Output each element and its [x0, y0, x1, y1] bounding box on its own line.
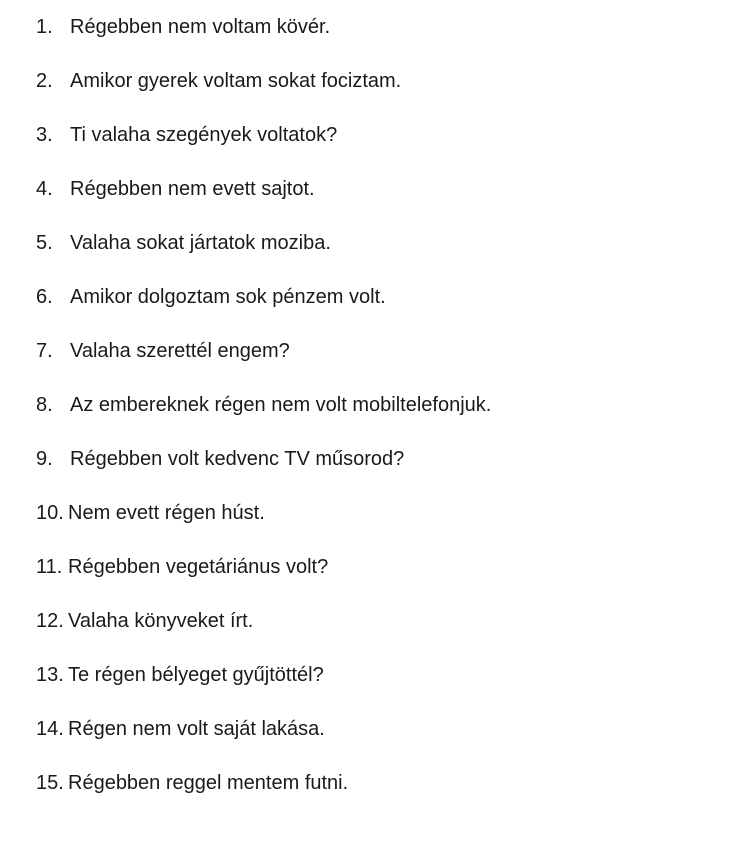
list-item [36, 124, 730, 147]
item-number: 12. [36, 610, 64, 632]
item-text: Régebben nem voltam kövér. [70, 16, 331, 38]
question-list [36, 16, 730, 795]
item-number: 1. [36, 16, 53, 38]
item-text: Régebben reggel mentem futni. [68, 772, 349, 794]
item-number: 4. [36, 178, 53, 200]
item-text: Ti valaha szegények voltatok? [70, 124, 338, 146]
item-number: 8. [36, 394, 53, 416]
list-item [36, 664, 730, 687]
item-text: Valaha szerettél engem? [70, 340, 290, 362]
item-text: Valaha sokat jártatok moziba. [70, 232, 331, 254]
item-text: Régebben nem evett sajtot. [70, 178, 315, 200]
item-number: 7. [36, 340, 53, 362]
list-item [36, 718, 730, 741]
item-text: Régen nem volt saját lakása. [68, 718, 325, 740]
item-text: Te régen bélyeget gyűjtöttél? [68, 664, 324, 686]
item-text: Régebben volt kedvenc TV műsorod? [70, 448, 405, 470]
list-item [36, 16, 730, 39]
list-item [36, 178, 730, 201]
item-text: Régebben vegetáriánus volt? [68, 556, 329, 578]
list-item [36, 70, 730, 93]
list-item [36, 772, 730, 795]
list-item [36, 448, 730, 471]
list-item [36, 286, 730, 309]
item-number: 11. [36, 556, 63, 578]
list-item [36, 340, 730, 363]
item-text: Amikor dolgoztam sok pénzem volt. [70, 286, 386, 308]
list-item [36, 394, 730, 417]
list-item [36, 610, 730, 633]
item-number: 9. [36, 448, 53, 470]
item-number: 15. [36, 772, 64, 794]
item-number: 3. [36, 124, 53, 146]
item-number: 5. [36, 232, 53, 254]
list-item [36, 556, 730, 579]
item-number: 6. [36, 286, 53, 308]
item-number: 2. [36, 70, 53, 92]
item-text: Valaha könyveket írt. [68, 610, 254, 632]
item-number: 10. [36, 502, 64, 524]
list-item [36, 232, 730, 255]
item-text: Nem evett régen húst. [68, 502, 265, 524]
list-item [36, 502, 730, 525]
item-number: 14. [36, 718, 64, 740]
item-text: Az embereknek régen nem volt mobiltelefonjuk. [70, 394, 492, 416]
item-text: Amikor gyerek voltam sokat fociztam. [70, 70, 402, 92]
item-number: 13. [36, 664, 64, 686]
